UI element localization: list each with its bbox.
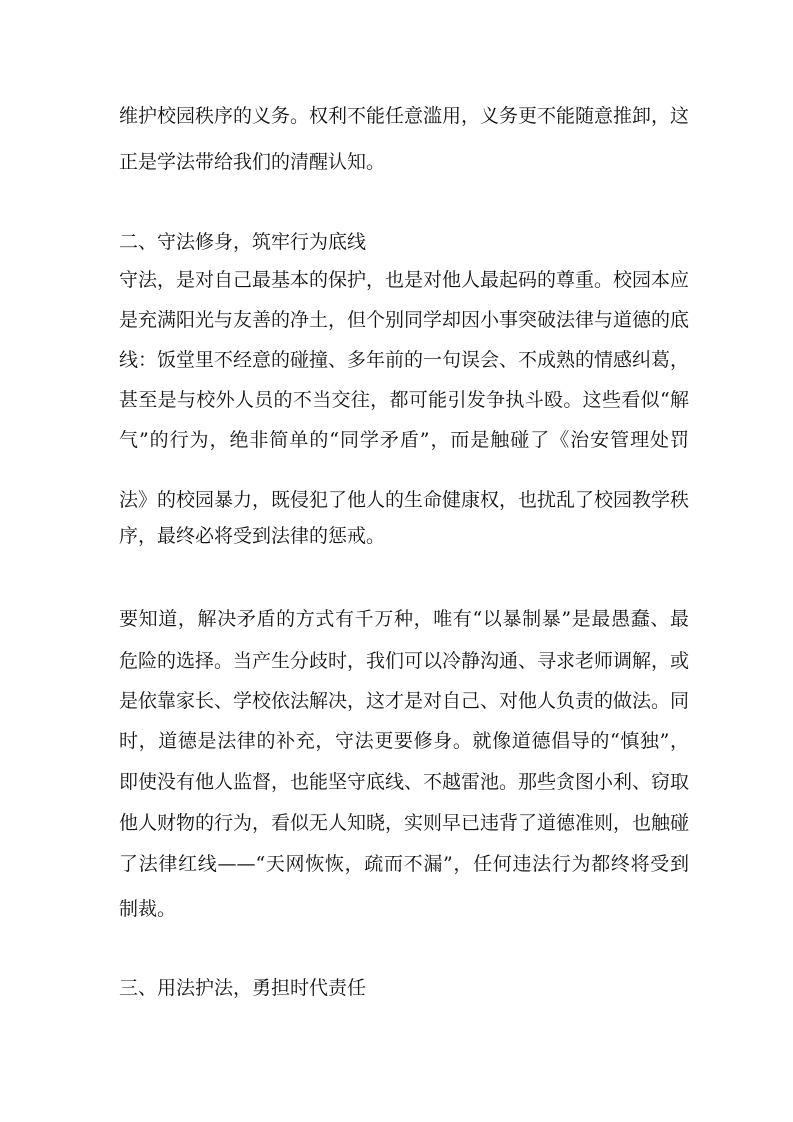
s2-p1-line-1: 守法，是对自己最基本的保护，也是对他人最起码的尊重。校园本应 (119, 269, 690, 291)
s2-p1-line-6: 法》的校园暴力，既侵犯了他人的生命健康权，也扰乱了校园教学秩 (119, 489, 690, 511)
s2-p2-line-1: 要知道，解决矛盾的方式有千万种，唯有“以暴制暴”是最愚蠢、最 (119, 608, 689, 630)
s2-p2-line-3: 是依靠家长、学校依法解决，这才是对自己、对他人负责的做法。同 (119, 690, 690, 712)
intro-line-1: 维护校园秩序的义务。权利不能任意滥用，义务更不能随意推卸，这 (119, 105, 690, 127)
s2-p1-line-2: 是充满阳光与友善的净土，但个别同学却因小事突破法律与道德的底 (119, 309, 690, 331)
section-2-heading: 二、守法修身，筑牢行为底线 (119, 231, 367, 253)
s2-p2-line-8: 制裁。 (119, 898, 177, 920)
s2-p2-line-5: 即使没有他人监督，也能坚守底线、不越雷池。那些贪图小利、窃取 (119, 771, 690, 793)
s2-p2-line-7: 了法律红线——“天网恢恢，疏而不漏”，任何违法行为都终将受到 (119, 853, 689, 875)
intro-line-2: 正是学法带给我们的清醒认知。 (119, 151, 386, 173)
s2-p1-line-4: 甚至是与校外人员的不当交往，都可能引发争执斗殴。这些看似“解 (119, 389, 689, 411)
section-3-heading: 三、用法护法，勇担时代责任 (119, 977, 367, 999)
s2-p2-line-2: 危险的选择。当产生分歧时，我们可以冷静沟通、寻求老师调解，或 (119, 650, 690, 672)
s2-p1-line-3: 线：饭堂里不经意的碰撞、多年前的一句误会、不成熟的情感纠葛， (119, 349, 690, 371)
s2-p2-line-6: 他人财物的行为，看似无人知晓，实则早已违背了道德准则，也触碰 (119, 812, 690, 834)
s2-p1-line-5: 气”的行为，绝非简单的“同学矛盾”，而是触碰了《治安管理处罚 (119, 429, 689, 451)
s2-p1-line-7: 序，最终必将受到法律的惩戒。 (119, 525, 386, 547)
s2-p2-line-4: 时，道德是法律的补充，守法更要修身。就像道德倡导的“慎独”， (119, 730, 689, 752)
